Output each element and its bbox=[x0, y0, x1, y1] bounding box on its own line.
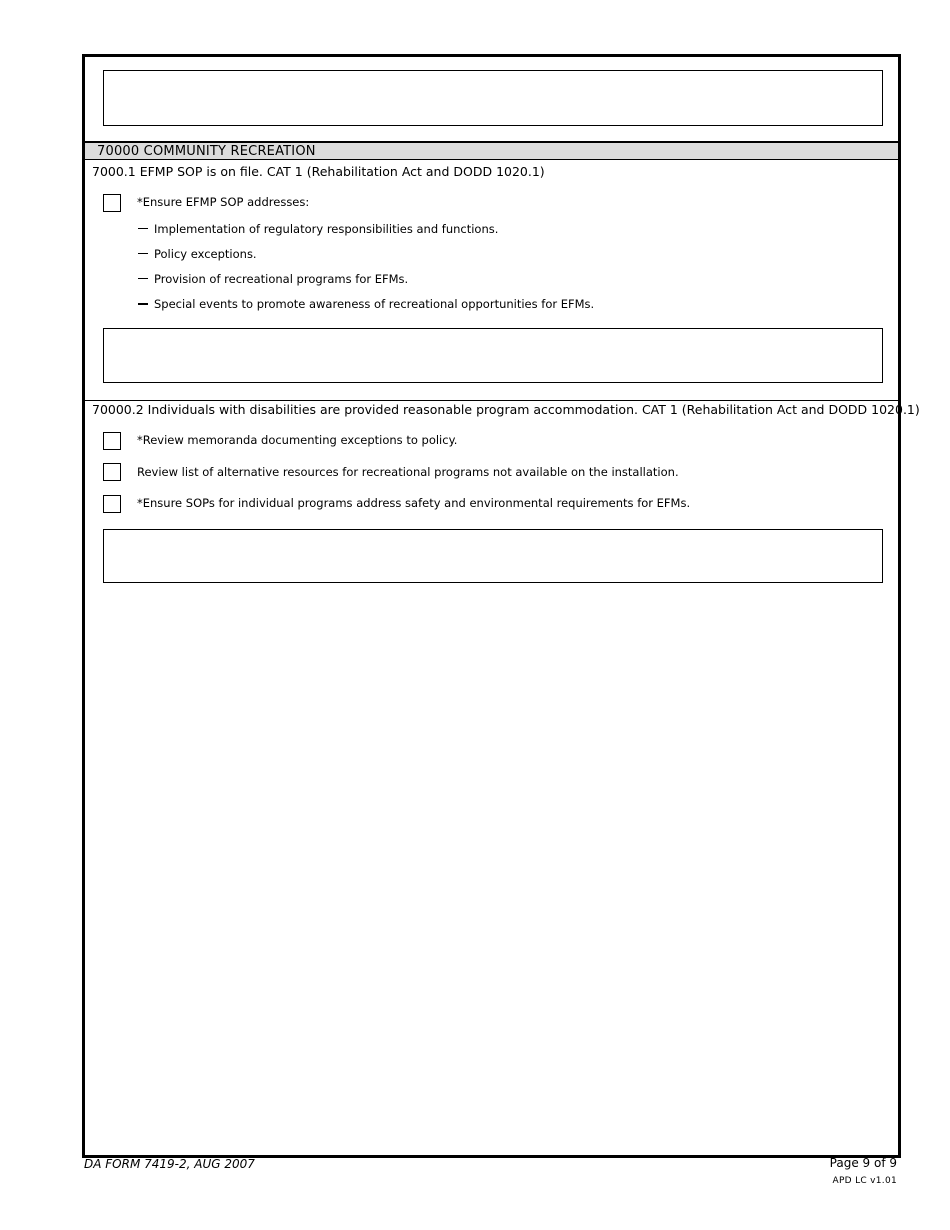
item-title-7000-1: 7000.1 EFMP SOP is on file. CAT 1 (Rehabilitation Act and DODD 1020.1) bbox=[92, 164, 545, 179]
form-frame bbox=[82, 54, 920, 1158]
sub-item: Implementation of regulatory responsibilities and functions. bbox=[138, 222, 498, 236]
checkbox-ensure-sops-safety[interactable] bbox=[103, 495, 121, 513]
remarks-input-7000-1[interactable] bbox=[104, 329, 882, 382]
remarks-box-70000-2[interactable] bbox=[103, 529, 883, 583]
form-version: APD LC v1.01 bbox=[832, 1176, 897, 1186]
remarks-box-top[interactable] bbox=[103, 70, 883, 126]
section-divider bbox=[85, 400, 898, 401]
remarks-input-top[interactable] bbox=[104, 71, 882, 125]
remarks-input-70000-2[interactable] bbox=[104, 530, 882, 582]
dash-bullet bbox=[138, 228, 148, 229]
page-number: Page 9 of 9 bbox=[829, 1156, 897, 1170]
dash-bullet bbox=[138, 253, 148, 254]
checkbox-label-ensure-sops-safety: *Ensure SOPs for individual programs address safety and environmental requirements for EFMs. bbox=[137, 496, 691, 510]
form-identifier: DA FORM 7419-2, AUG 2007 bbox=[84, 1157, 255, 1171]
sub-item: Provision of recreational programs for EFMs. bbox=[138, 272, 408, 286]
checkbox-label-ensure-efmp-sop: *Ensure EFMP SOP addresses: bbox=[137, 195, 310, 209]
checkbox-label-review-alternative-resources: Review list of alternative resources for recreational programs not available on the installation. bbox=[137, 465, 679, 479]
checkbox-label-review-memoranda: *Review memoranda documenting exceptions to policy. bbox=[137, 433, 458, 447]
section-header: 70000 COMMUNITY RECREATION bbox=[85, 141, 898, 160]
dash-bullet bbox=[138, 303, 148, 305]
checkbox-ensure-efmp-sop[interactable] bbox=[103, 194, 121, 212]
checkbox-review-memoranda[interactable] bbox=[103, 432, 121, 450]
item-title-70000-2: 70000.2 Individuals with disabilities are provided reasonable program accommodation. CAT 1 (Rehabilitation Act and DODD 1020.1) bbox=[92, 402, 920, 417]
remarks-box-7000-1[interactable] bbox=[103, 328, 883, 383]
dash-bullet bbox=[138, 278, 148, 279]
sub-item: Policy exceptions. bbox=[138, 247, 257, 261]
checkbox-review-alternative-resources[interactable] bbox=[103, 463, 121, 481]
sub-item: Special events to promote awareness of recreational opportunities for EFMs. bbox=[138, 297, 594, 311]
